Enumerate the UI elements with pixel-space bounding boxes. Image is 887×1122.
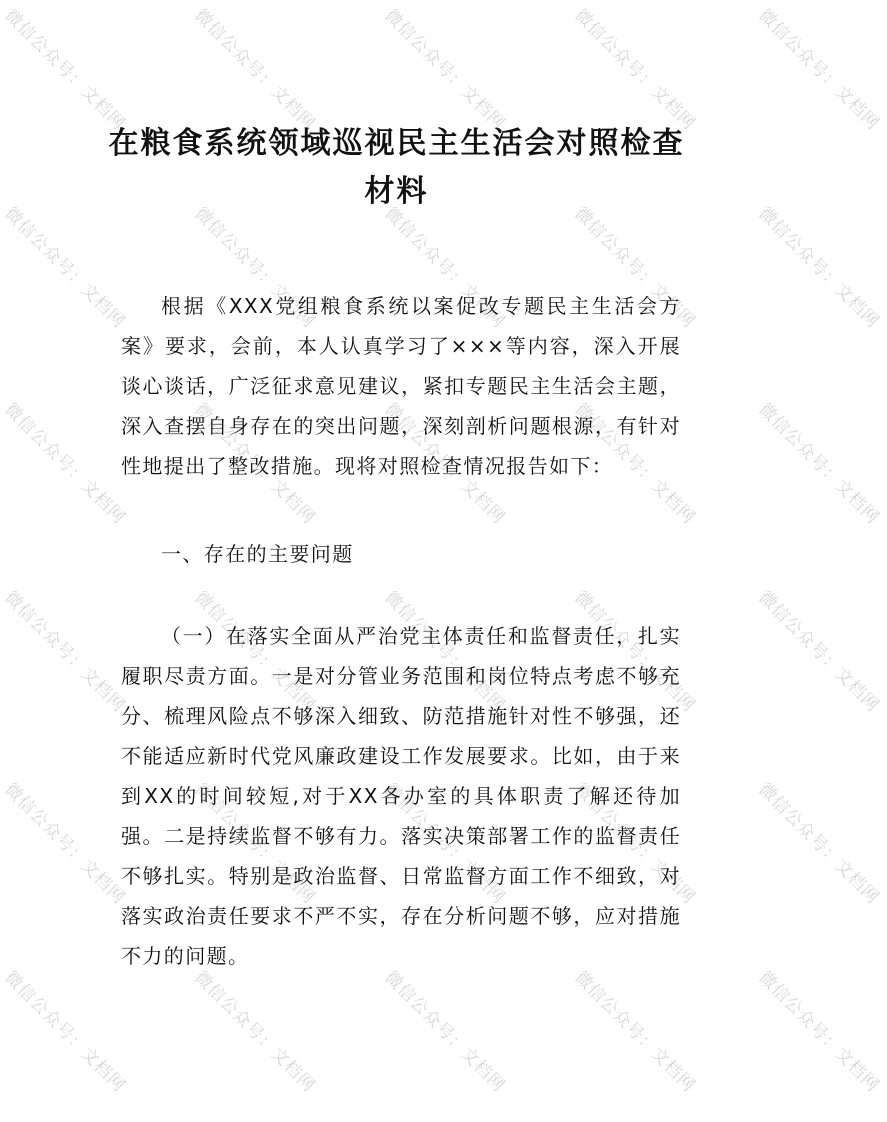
watermark-text: 微信公众号：文档网 [754,399,884,529]
watermark-text: 微信公众号：文档网 [754,967,884,1097]
watermark-text: 微信公众号：文档网 [0,5,130,135]
watermark-text: 微信公众号：文档网 [0,587,130,717]
watermark-text: 微信公众号：文档网 [754,587,884,717]
body-paragraph: （一）在落实全面从严治党主体责任和监督责任，扎实履职尽责方面。一是对分管业务范围和岗位特点考虑不够充分、梳理风险点不够深入细致、防范措施针对性不够强，还不能适应新时代党风廉政建设工作发展要求。比如，由于来到XX的时间较短,对于XX各办室的具体职责了解还待加强。二是持续监督不够有力。落实决策部署工作的监督责任不够扎实。特别是政治监督、日常监督方面工作不细致，对落实政治责任要求不严不实，存在分析问题不够，应对措施不力的问题。 [121,624,681,968]
watermark-text: 微信公众号：文档网 [754,203,884,333]
watermark-text: 微信公众号：文档网 [380,399,510,529]
document-title-line-1: 在粮食系统领域巡视民主生活会对照检查 [108,126,685,161]
watermark-text: 微信公众号：文档网 [190,587,320,717]
watermark-text: 微信公众号：文档网 [570,587,700,717]
watermark-text: 微信公众号：文档网 [190,779,320,909]
document-title-line-2: 材料 [364,174,429,209]
watermark-text: 微信公众号：文档网 [754,779,884,909]
watermark-text: 微信公众号：文档网 [0,967,130,1097]
watermark-text: 微信公众号：文档网 [754,5,884,135]
watermark-text: 微信公众号：文档网 [570,967,700,1097]
watermark-text: 微信公众号：文档网 [0,399,130,529]
watermark-text: 微信公众号：文档网 [0,779,130,909]
watermark-text: 微信公众号：文档网 [570,203,700,333]
watermark-text: 微信公众号：文档网 [0,203,130,333]
watermark-text: 微信公众号：文档网 [570,5,700,135]
watermark-text: 微信公众号：文档网 [380,587,510,717]
watermark-text: 微信公众号：文档网 [190,203,320,333]
watermark-text: 微信公众号：文档网 [190,399,320,529]
section-heading: 一、存在的主要问题 [161,542,354,566]
intro-paragraph: 根据《XXX党组粮食系统以案促改专题民主生活会方案》要求，会前，本人认真学习了×××等内容，深入开展谈心谈话，广泛征求意见建议，紧扣专题民主生活会主题，深入查摆自身存在的突出问题，深刻剖析问题根源，有针对性地提出了整改措施。现将对照检查情况报告如下： [121,294,681,478]
watermark-text: 微信公众号：文档网 [570,779,700,909]
watermark-text: 微信公众号：文档网 [380,779,510,909]
watermark-text: 微信公众号：文档网 [570,399,700,529]
watermark-text: 微信公众号：文档网 [380,203,510,333]
watermark-text: 微信公众号：文档网 [380,967,510,1097]
watermark-text: 微信公众号：文档网 [190,967,320,1097]
watermark-text: 微信公众号：文档网 [190,5,320,135]
watermark-text: 微信公众号：文档网 [380,5,510,135]
